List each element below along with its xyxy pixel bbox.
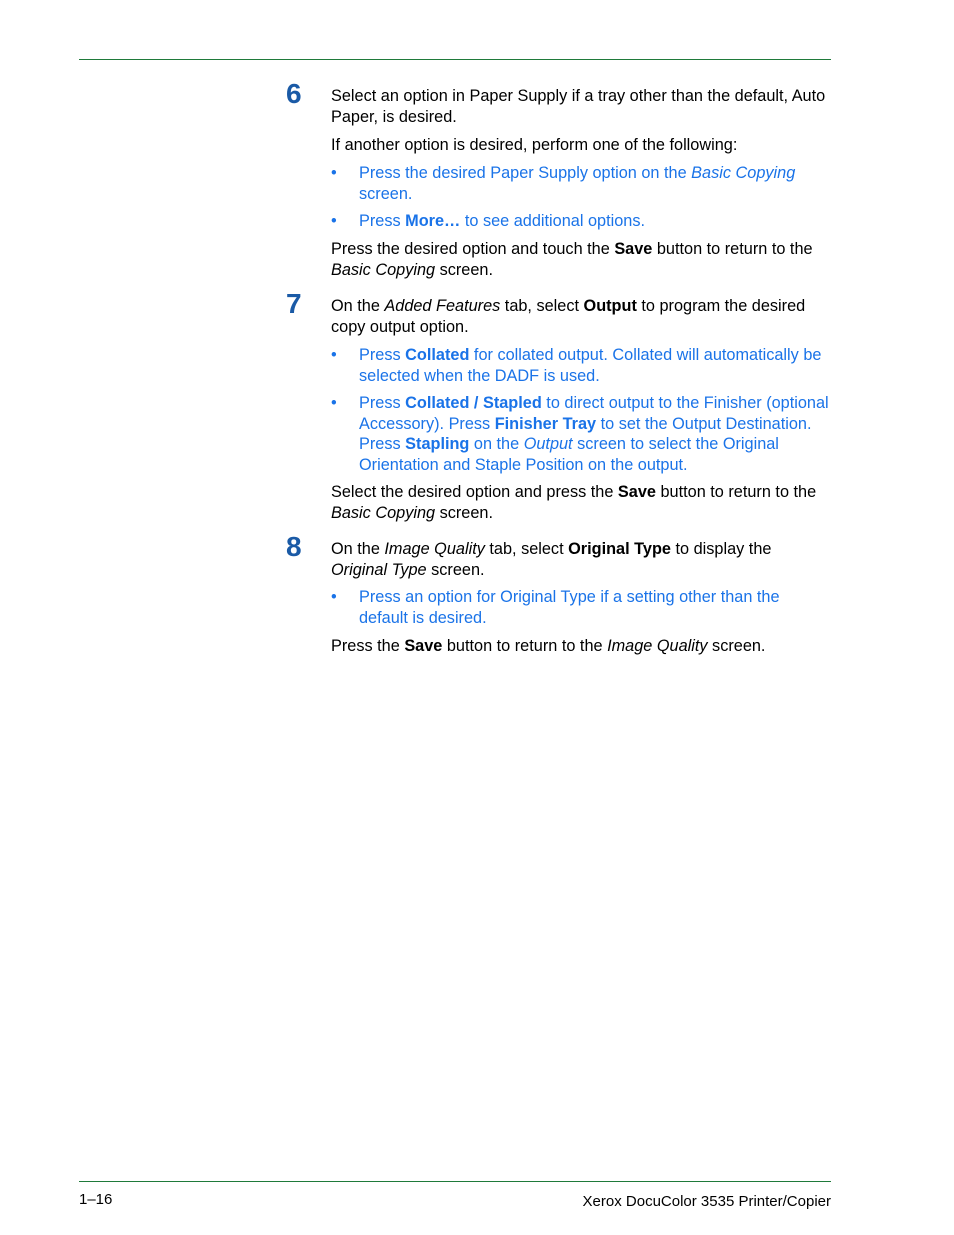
page-number: 1–16 [79, 1191, 113, 1208]
product-name: Xerox DocuColor 3535 Printer/Copier [582, 1193, 831, 1210]
header-rule [79, 59, 831, 60]
step-6-intro2: If another option is desired, perform one of the following: [331, 136, 738, 154]
footer-rule [79, 1181, 831, 1182]
step-6-number: 6 [286, 78, 302, 109]
step-8-number: 8 [286, 531, 302, 562]
step-8-outro: Press the Save button to return to the Image Quality screen. [331, 637, 766, 655]
step-6-intro: Select an option in Paper Supply if a tray other than the default, Auto Paper, is desired. [331, 87, 826, 126]
step-8-intro: On the Image Quality tab, select Original Type to display the Original Type screen. [331, 540, 772, 579]
step-7-outro: Select the desired option and press the Save button to return to the Basic Copying screen. [331, 483, 817, 522]
step-6-outro: Press the desired option and touch the Save button to return to the Basic Copying screen. [331, 240, 813, 279]
step-7-intro: On the Added Features tab, select Output to program the desired copy output option. [331, 297, 806, 336]
step-7-number: 7 [286, 288, 302, 319]
